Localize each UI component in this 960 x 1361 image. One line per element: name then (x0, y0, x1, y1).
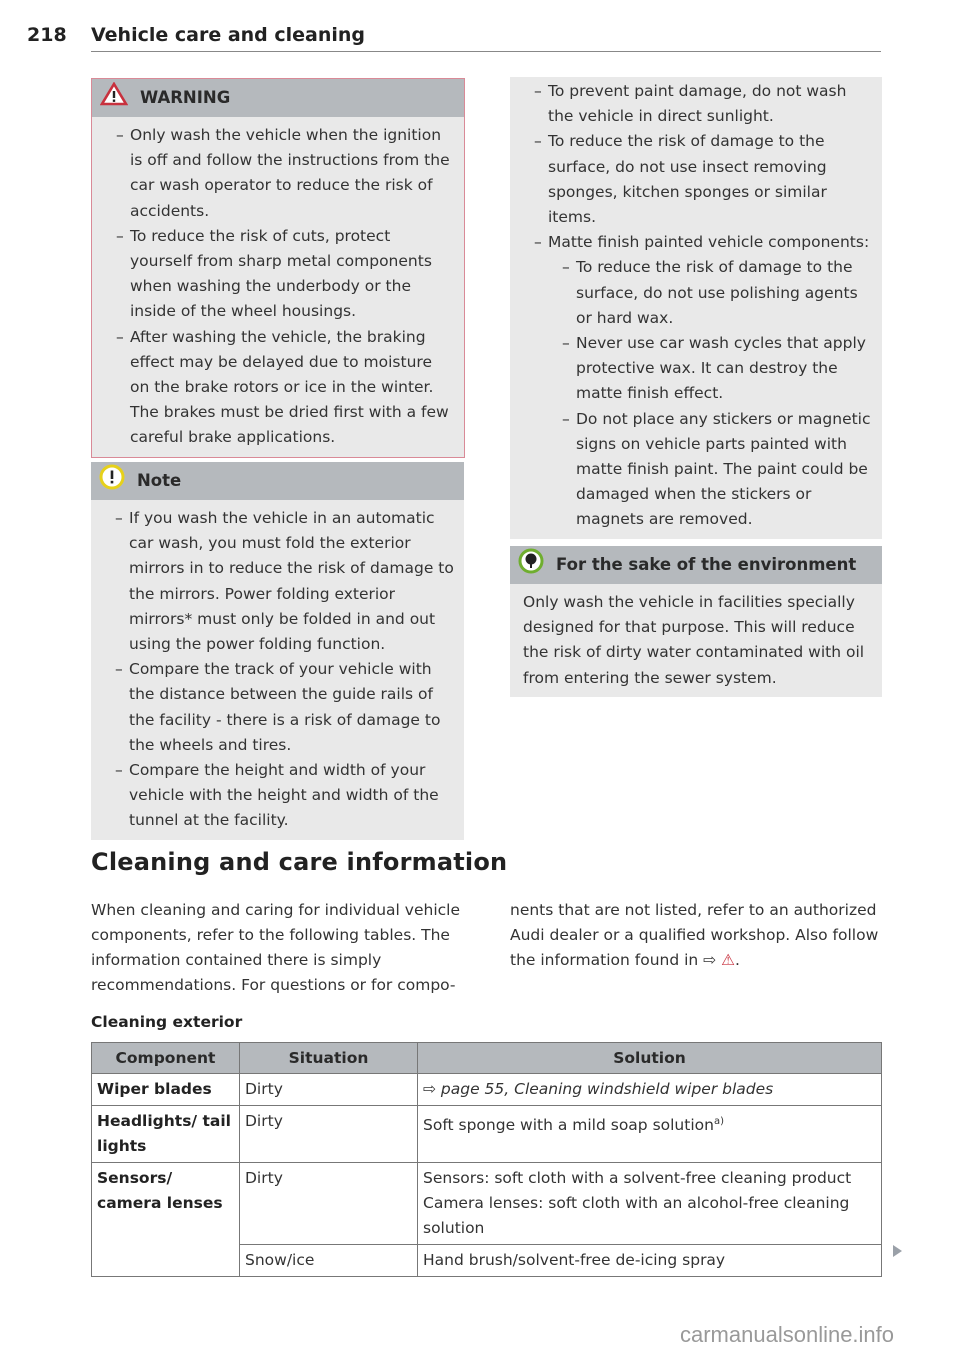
table-row (92, 1106, 882, 1163)
situation-cell: Dirty (240, 1074, 418, 1106)
continue-arrow-icon (893, 1245, 902, 1257)
environment-box (510, 546, 882, 697)
warning-header (92, 79, 464, 117)
exclamation-circle-icon (99, 464, 125, 497)
intro-paragraph-right: nents that are not listed, refer to an authorized Audi dealer or a qualified workshop. Also follow the information found in ⇨ ⚠. (510, 901, 879, 969)
environment-header (510, 546, 882, 584)
note-subitem: – Never use car wash cycles that apply protective wax. It can destroy the matte finish effect. (562, 331, 872, 407)
environment-text: Only wash the vehicle in facilities specially designed for that purpose. This will reduce the risk of dirty water contaminated with oil from entering the sewer system. (523, 593, 865, 687)
note-continued-list (510, 77, 882, 539)
note-item: – Compare the track of your vehicle with the distance between the guide rails of the facility - there is a risk of damage to the wheels and tires. (115, 657, 454, 758)
warning-list (92, 117, 464, 457)
note-subitem: – Do not place any stickers or magnetic signs on vehicle parts painted with matte finish paint. The paint could be damaged when the stickers or magnets are removed. (562, 407, 872, 533)
note-list (91, 500, 464, 840)
situation-cell: Dirty (240, 1106, 418, 1163)
note-subitem: – To reduce the risk of damage to the surface, do not use polishing agents or hard wax. (562, 255, 872, 331)
tree-circle-icon (518, 548, 544, 581)
table-row (92, 1074, 882, 1106)
warning-item: – To reduce the risk of cuts, protect yourself from sharp metal components when washing the underbody or the inside of the wheel housings. (116, 224, 454, 325)
note-item (534, 230, 872, 532)
note-item: – To prevent paint damage, do not wash the vehicle in direct sunlight. (534, 79, 872, 129)
component-cell: Headlights/ tail lights (92, 1106, 240, 1163)
component-cell: Wiper blades (92, 1074, 240, 1106)
cleaning-exterior-table (91, 1042, 882, 1277)
matte-finish-sublist (548, 255, 872, 532)
solution-cell: Hand brush/solvent-free de-icing spray (418, 1245, 882, 1277)
table-header-row (92, 1043, 882, 1074)
component-cell: Sensors/ camera lenses (92, 1163, 240, 1277)
warning-reference-icon[interactable]: ⚠ (721, 951, 735, 969)
environment-title: For the sake of the environment (556, 555, 857, 575)
section-title: Vehicle care and cleaning (91, 24, 366, 46)
note-item: – If you wash the vehicle in an automatic car wash, you must fold the exterior mirrors in to reduce the risk of damage to the mirrors. Power folding exterior mirrors* must only be folded in and out using the power folding function. (115, 506, 454, 657)
warning-item: – After washing the vehicle, the braking effect may be delayed due to moisture on the brake rotors or ice in the winter. The brakes must be dried first with a few careful brake applications. (116, 325, 454, 451)
header-divider (91, 51, 881, 52)
note-continued-box (510, 77, 882, 539)
intro-paragraph-right-text: nents that are not listed, refer to an authorized Audi dealer or a qualified workshop. Also follow the information found in ⇨ (510, 901, 879, 969)
solution-cell: Soft sponge with a mild soap solution$^{a)}$ (418, 1106, 882, 1163)
solution-link[interactable]: ⇨ page 55, Cleaning windshield wiper blades (418, 1074, 882, 1106)
table-title: Cleaning exterior (91, 1013, 243, 1031)
section-heading: Cleaning and care information (91, 848, 508, 876)
solution-cell: Sensors: soft cloth with a solvent-free cleaning product Camera lenses: soft cloth with an alcohol-free cleaning solution (418, 1163, 882, 1245)
intro-paragraph-left: When cleaning and caring for individual vehicle components, refer to the following tables. The information contained there is simply recommendations. For questions or for compo- (91, 901, 460, 994)
column-header: Situation (240, 1043, 418, 1074)
warning-title: WARNING (140, 88, 231, 108)
situation-cell: Snow/ice (240, 1245, 418, 1277)
page-header (27, 24, 365, 46)
note-box (91, 462, 464, 840)
column-header: Component (92, 1043, 240, 1074)
column-header: Solution (418, 1043, 882, 1074)
watermark: carmanualsonline.info (680, 1322, 895, 1347)
page-number: 218 (27, 24, 67, 46)
situation-cell: Dirty (240, 1163, 418, 1245)
footnote-marker: a) (713, 1116, 724, 1127)
matte-finish-label: Matte finish painted vehicle components: (548, 233, 870, 252)
table-row (92, 1163, 882, 1245)
warning-triangle-icon (100, 82, 128, 113)
note-title: Note (137, 471, 182, 491)
note-item: – Compare the height and width of your vehicle with the height and width of the tunnel at the facility. (115, 758, 454, 834)
warning-item: – Only wash the vehicle when the ignition is off and follow the instructions from the car wash operator to reduce the risk of accidents. (116, 123, 454, 224)
note-item: – To reduce the risk of damage to the surface, do not use insect removing sponges, kitchen sponges or similar items. (534, 129, 872, 230)
note-header (91, 462, 464, 500)
warning-box (91, 78, 465, 458)
